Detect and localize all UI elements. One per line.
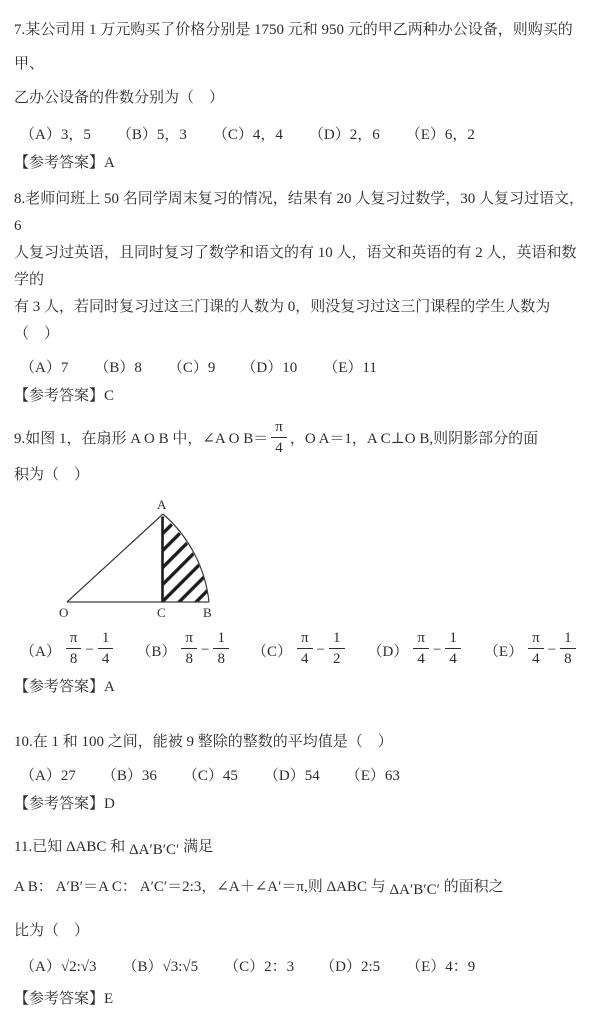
answer-value: A <box>104 679 115 695</box>
question-10 <box>14 729 586 816</box>
question-10-stem-line-1: 10.在 1 和 100 之间，能被 9 整除的整数的平均值是（ ） <box>14 734 393 750</box>
answer-value: C <box>104 388 115 404</box>
question-11-stem-line-3: 比为（ ） <box>14 923 90 939</box>
question-7-stem-line-1: 7.某公司用 1 万元购买了价格分别是 1750 元和 950 元的甲乙两种办公设备，则购买的甲、 <box>14 22 573 72</box>
answer-prefix: 【参考答案】 <box>14 679 105 695</box>
question-8-stem-line-2: 人复习过英语，且同时复习了数学和语文的有 10 人，语文和英语的有 2 人，英语和数学的 <box>14 245 577 288</box>
option-b: （B）8 <box>94 360 142 376</box>
answer-prefix: 【参考答案】 <box>14 991 105 1007</box>
vertex-label-b: B <box>203 605 212 620</box>
question-7-answer <box>14 151 586 175</box>
fraction: $\frac{1}{8}$ <box>213 629 229 668</box>
fraction: $\frac{1}{4}$ <box>98 629 114 668</box>
option-c: （C）4，4 <box>212 127 283 143</box>
question-10-answer <box>14 792 586 816</box>
question-11-stem-line-2: A B： A′B′＝A C： A′C′＝2:3，∠A＋∠A′＝π,则 ΔABC 与 ΔA′B′C′ 的面积之 <box>14 879 504 898</box>
stem-text-pre: 9.如图 1，在扇形 A O B 中，∠A O B＝ <box>14 431 269 447</box>
option-c: （C）2：3 <box>224 959 295 975</box>
option-e: （E）6，2 <box>405 127 475 143</box>
fraction: $\frac{\pi}{4}$ <box>528 629 544 668</box>
option-e: （E）4：9 <box>406 959 476 975</box>
segment-oa <box>67 514 163 602</box>
option-b: （B）5，3 <box>116 127 187 143</box>
stem-text-mid: ，O A＝1，A C⊥O B,则阴影部分的面 <box>289 431 539 447</box>
option-d: （D）10 <box>241 360 298 376</box>
question-9-options <box>20 631 586 670</box>
fraction: $\frac{1}{4}$ <box>445 629 461 668</box>
question-7-stem-line-2: 乙办公设备的件数分别为（ ） <box>14 90 225 106</box>
question-7 <box>14 13 586 175</box>
vertex-label-a: A <box>157 497 167 512</box>
option-d: （D） $\frac{\pi}{4}$ − $\frac{1}{4}$ <box>368 631 464 670</box>
option-a: （A）√2:√3 <box>20 959 97 975</box>
option-b: （B） $\frac{\pi}{8}$ − $\frac{1}{8}$ <box>136 631 232 670</box>
answer-value: A <box>104 155 115 171</box>
question-10-options <box>20 766 586 787</box>
option-a: （A）3，5 <box>20 127 91 143</box>
option-a: （A）27 <box>20 768 76 784</box>
question-11-answer <box>14 987 586 1011</box>
question-8-options <box>20 358 586 379</box>
question-9-stem-line-1 <box>14 416 586 462</box>
answer-prefix: 【参考答案】 <box>14 155 105 171</box>
triangle-abc: ΔABC <box>326 879 368 895</box>
option-e: （E） $\frac{\pi}{4}$ − $\frac{1}{8}$ <box>484 631 579 670</box>
fraction: $\frac{\pi}{4}$ <box>297 629 313 668</box>
vertex-label-c: C <box>157 605 166 620</box>
option-c: （C） $\frac{\pi}{4}$ − $\frac{1}{2}$ <box>252 631 348 670</box>
sector-aob-figure <box>40 495 240 621</box>
fraction: $\frac{\pi}{8}$ <box>66 629 82 668</box>
fraction: $\frac{1}{2}$ <box>329 629 345 668</box>
option-e: （E）63 <box>345 768 400 784</box>
triangle-abc: ΔABC <box>65 839 107 855</box>
option-d: （D）2，6 <box>308 127 380 143</box>
answer-value: D <box>104 796 115 812</box>
triangle-a-prime: ΔA′B′C′ <box>389 882 440 898</box>
question-9 <box>14 416 586 699</box>
fraction: $\frac{\pi}{4}$ <box>413 629 429 668</box>
question-8-answer <box>14 384 586 408</box>
option-a: （A）7 <box>20 360 69 376</box>
option-d: （D）2:5 <box>320 959 381 975</box>
question-11-options <box>20 957 586 978</box>
option-c: （C）45 <box>182 768 238 784</box>
fraction-pi-over-4: $\frac{\pi}{4}$ <box>271 418 287 457</box>
option-c: （C）9 <box>167 360 216 376</box>
question-11 <box>14 832 586 1011</box>
ratio-equation: A B： A′B′＝A C： A′C′＝2:3，∠A＋∠A′＝π, <box>14 879 308 895</box>
fraction: $\frac{\pi}{8}$ <box>181 629 197 668</box>
triangle-a-prime: ΔA′B′C′ <box>128 842 180 858</box>
question-8-stem-line-1: 8.老师问班上 50 名同学周末复习的情况，结果有 20 人复习过数学，30 人复习过语文，6 <box>14 191 585 234</box>
vertex-label-o: O <box>59 605 69 620</box>
answer-value: E <box>104 991 114 1007</box>
option-d: （D）54 <box>263 768 320 784</box>
option-a: （A） $\frac{\pi}{8}$ − $\frac{1}{4}$ <box>20 631 116 670</box>
question-11-stem-line-1: 11.已知 ΔABC 和 ΔA′B′C′ 满足 <box>14 839 214 858</box>
answer-prefix: 【参考答案】 <box>14 796 105 812</box>
question-9-answer <box>14 675 586 699</box>
question-8 <box>14 186 586 408</box>
option-e: （E）11 <box>323 360 377 376</box>
question-8-stem-line-3: 有 3 人，若同时复习过这三门课的人数为 0，则没复习过这三门课程的学生人数为（ ） <box>14 299 551 342</box>
question-9-stem-line-2: 积为（ ） <box>14 467 90 483</box>
question-7-options <box>20 125 586 146</box>
shaded-region <box>163 516 210 602</box>
fraction: $\frac{1}{8}$ <box>560 629 576 668</box>
answer-prefix: 【参考答案】 <box>14 388 105 404</box>
option-b: （B）36 <box>101 768 157 784</box>
option-b: （B）√3:√5 <box>122 959 199 975</box>
